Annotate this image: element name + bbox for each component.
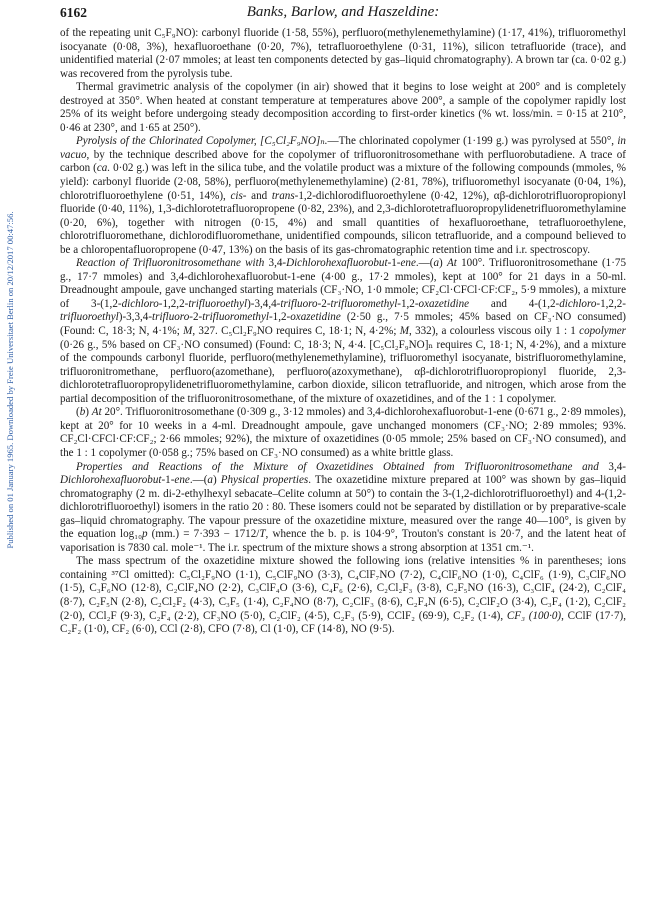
section-heading: Reaction of Trifluoronitrosomethane with	[76, 257, 265, 270]
paragraph-pyrolysis-products: of the repeating unit C₅F₉NO): carbonyl fluoride (1·58, 55%), perfluoro(methylenemethylamine) (1·17, 41%), trifluoromethyl isocyanate (0·08, 3%), hexafluoroethane (0·20, 7%), tetrafluoroethylene (0·31, 11%), silicon tetrafluoride (trace), and unidentified material (2·07 mmoles; at least ten components detected by gas–liquid chromatography). A brown tar (ca. 0·02 g.) was recovered from the pyrolysis tube.	[60, 27, 626, 80]
paragraph-reaction-100: Reaction of Trifluoronitrosomethane with 3,4-Dichlorohexafluorobut-1-ene.—(a) At 100°. Trifluoronitrosomethane (1·75 g., 17·7 mmoles) and 3,4-dichlorohexafluorobut-1-ene (4·00 g., 17·2 mmoles), kept at 100° for 21 days in a 50-ml. Dreadnought ampoule, gave unchanged starting materials (CF₃·NO, 1·0 mmole; CF₂Cl·CFCl·CF:CF₂, 5·9 mmoles), a mixture of 3-(1,2-dichloro-1,2,2-trifluoroethyl)-3,4,4-trifluoro-2-trifluoromethyl-1,2-oxazetidine and 4-(1,2-dichloro-1,2,2-trifluoroethyl)-3,3,4-trifluoro-2-trifluoromethyl-1,2-oxazetidine (2·50 g., 7·5 mmoles; 45% based on CF₃·NO consumed) (Found: C, 18·3; N, 4·1%; M, 327. C₅Cl₂F₉NO requires C, 18·1; N, 4·2%; M, 332), a colourless viscous oily 1 : 1 copolymer (0·26 g., 5% based on CF₃·NO consumed) (Found: C, 18·3; N, 4·4. [C₅Cl₂F₉NO]ₙ requires C, 18·1; N, 4·2%), and a mixture of the compounds carbonyl fluoride, perfluoro(methylenemethylamine), trifluoromethyl isocyanate, bistrifluoromethylamine, trifluoronitromethane, perfluoro(azomethane), perfluoro(azoxymethane), αβ-dichlorotrifluoropropionyl fluoride, 2,3-dichlorotetrafluoropropylidenetrifluoromethylamine, carbon dioxide, silicon tetrafluoride, and nitrogen, which arose from the partial decomposition of the trifluoronitrosomethane, of the mixture of oxazetidines, and of the 1 : 1 copolymer.	[60, 257, 626, 405]
download-notice-text[interactable]: Published on 01 January 1965. Downloaded by Freie Universitaet Berlin on 20/12/2017 00:47:56.	[5, 211, 15, 549]
paragraph-reaction-20: (b) At 20°. Trifluoronitrosomethane (0·309 g., 3·12 mmoles) and 3,4-dichlorohexafluorobut-1-ene (0·671 g., 2·89 mmoles), kept at 20° for 10 weeks in a 4-ml. Dreadnought ampoule, gave unchanged monomers (CF₃·NO; 2·89 mmoles; 93%. CF₂Cl·CFCl·CF:CF₂; 2·66 mmoles; 92%), the mixture of oxazetidines (0·05 mmole; 25% based on CF₃·NO consumed), and the 1 : 1 copolymer (0·058 g.; 75% based on CF₃·NO consumed) as a white brittle glass.	[60, 406, 627, 459]
paragraph-oxazetidine-properties: Properties and Reactions of the Mixture of Oxazetidines Obtained from Trifluoronitrosomethane and 3,4-Dichlorohexafluorobut-1-ene.—(a) Physical properties. The oxazetidine mixture prepared at 100° was shown by gas–liquid chromatography (2 m. di-2-ethylhexyl sebacate–Celite column at 50°) to contain the 3-(1,2-dichlorotrifluoroethyl) and 4-(1,2-dichlorotrifluoroethyl) isomers in the ratio 20 : 80. These isomers could not be separated by distillation or by preparative-scale gas–liquid chromatography. The vapour pressure of the oxazetidine mixture, measured over the range 40—100°, is given by the equation log₁₀p (mm.) = 7·393 − 1712/T, whence the b. p. is 104·9°, Trouton's constant is 20·7, and the latent heat of vaporisation is 7830 cal. mole⁻¹. The i.r. spectrum of the mixture shows a strong absorption at 1351 cm.⁻¹.	[60, 460, 626, 554]
download-notice	[3, 130, 17, 630]
section-heading: Pyrolysis of the Chlorinated Copolymer, [C₅Cl₂F₉NO]ₙ.	[76, 135, 328, 148]
body-text	[60, 27, 626, 637]
page-header	[60, 3, 626, 25]
running-title: Banks, Barlow, and Haszeldine:	[246, 4, 440, 20]
paragraph-thermal-analysis: Thermal gravimetric analysis of the copolymer (in air) showed that it begins to lose weight at 200° and is completely destroyed at 350°. When heated at constant temperature at temperatures above 200°, a sample of the copolymer rapidly lost 25% of its weight before undergoing steady decomposition according to first-order kinetics (% wt. loss/min. = 0·15 at 210°, 0·46 at 230°, and 1·65 at 250°).	[60, 81, 626, 134]
paragraph-mass-spectrum: The mass spectrum of the oxazetidine mixture showed the following ions (relative intensities % in parentheses; ions containing ³⁷Cl omitted): C₅Cl₂F₉NO (1·1), C₅ClF₉NO (3·3), C₄ClF₇NO (7·2), C₄ClF₆NO (1·0), C₄ClF₆ (1·9), C₃ClF₆NO (1·5), C₃F₆NO (12·8), C₂ClF₄NO (2·2), C₃ClF₄O (3·6), C₄F₆ (2·6), C₂Cl₂F₃ (3·8), C₂F₅NO (16·3), C₃ClF₄ (24·2), C₂ClF₄ (8·7), C₂F₅N (2·8), C₂Cl₂F₂ (4·3), C₃F₅ (1·4), C₂F₄NO (8·7), C₂ClF₃ (8·6), C₂F₄N (6·5), C₂ClF₂O (3·4), C₃F₄ (1·2), C₂ClF₂ (2·0), CCl₂F (9·3), C₂F₄ (2·2), CF₃NO (5·0), C₂ClF₂ (4·5), C₂F₃ (5·9), CClF₂ (69·9), C₂F₂ (1·4), CF₃ (100·0), CClF (17·7), C₂F₂ (1·0), CF₂ (6·0), CCl (2·8), CFO (7·8), Cl (1·0), CF (14·8), NO (9·5).	[60, 555, 626, 636]
section-heading: Properties and Reactions of the Mixture of Oxazetidines Obtained from Trifluoronitrosomethane and	[76, 460, 599, 473]
paragraph-chlorinated-copolymer: Pyrolysis of the Chlorinated Copolymer, [C₅Cl₂F₉NO]ₙ.—The chlorinated copolymer (1·199 g.) was pyrolysed at 550°, in vacuo, by the technique described above for the copolymer of trifluoronitrosomethane with perfluorobutadiene. A trace of carbon (ca. 0·02 g.) was left in the silica tube, and the volatile product was a mixture of the following compounds (mmoles, % yield): carbonyl fluoride (2·08, 58%), perfluoro(methylenemethylamine) (2·81, 78%), trifluoromethyl isocyanate (0·04, 1%), chlorotrifluoroethylene (0·51, 14%), cis- and trans-1,2-dichlorodifluoroethylene (0·42, 12%), αβ-dichlorotrifluoropropionyl fluoride (0·40, 11%), 1,3-dichlorotetrafluoropropene (0·82, 23%), and 2,3-dichlorotetrafluoropropylidenetrifluoromethylamine (0·20, 6%), together with nitrogen (0·15, 4%) and small quantities of hexafluoroethane, tetrafluoroethylene, chlorotrifluoromethane, dichlorodifluoromethane, unidentified compounds, silicon tetrafluoride, and a compound believed to be a chloropentafluoropropene (0·47, 13%) on the basis of its gas-chromatographic retention time and i.r. spectroscopy.	[60, 135, 626, 256]
page-number: 6162	[60, 5, 87, 20]
